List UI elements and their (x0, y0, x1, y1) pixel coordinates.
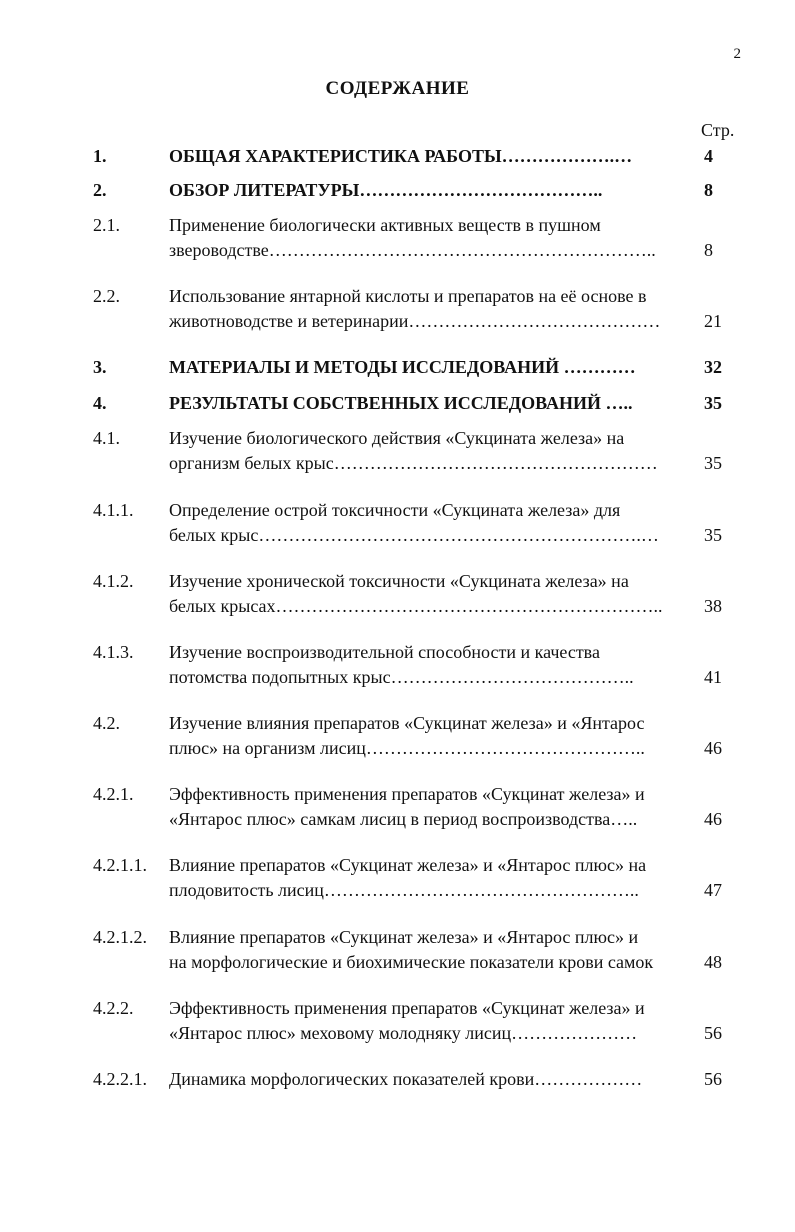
toc-entry-number: 4.2.2. (93, 998, 134, 1018)
toc-entry-title-line: МАТЕРИАЛЫ И МЕТОДЫ ИССЛЕДОВАНИЙ ………… (169, 357, 636, 377)
toc-entry-page: 56 (704, 1023, 722, 1043)
toc-entry-number: 4.2.1.1. (93, 855, 147, 875)
toc-entry-title (169, 284, 689, 334)
toc-entry-title-line: «Янтарос плюс» самкам лисиц в период воспроизводства….. (169, 809, 638, 829)
toc-entry-number: 2. (93, 180, 107, 200)
toc-entry-title-line: животноводстве и ветеринарии…………………………………… (169, 311, 661, 331)
toc-entry-title-line: белых крыс……………………………………………………….… (169, 525, 659, 545)
page-column-header: Стр. (701, 120, 735, 140)
toc-entry-title-line: Использование янтарной кислоты и препаратов на её основе в (169, 286, 647, 306)
toc-entry-number: 4. (93, 393, 107, 413)
toc-entry-title (169, 996, 689, 1046)
toc-entry-number: 2.2. (93, 286, 120, 306)
toc-entry-number: 1. (93, 146, 107, 166)
toc-entry-title-line: Определение острой токсичности «Сукцината железа» для (169, 500, 621, 520)
toc-entry-title (169, 178, 689, 203)
toc-entry-title-line: плюс» на организм лисиц……………………………………….. (169, 738, 645, 758)
toc-entry-title (169, 925, 689, 975)
toc-entry-number: 2.1. (93, 215, 120, 235)
toc-entry-number: 4.2.2.1. (93, 1069, 147, 1089)
toc-entry-title-line: плодовитость лисиц…………………………………………….. (169, 880, 639, 900)
toc-entry-number: 4.2.1.2. (93, 927, 147, 947)
toc-entry-page: 8 (704, 180, 713, 200)
toc-entry-page: 46 (704, 809, 722, 829)
toc-entry-title-line: ОБЩАЯ ХАРАКТЕРИСТИКА РАБОТЫ……………….… (169, 146, 633, 166)
toc-entry-title (169, 391, 689, 416)
toc-entry-number: 3. (93, 357, 107, 377)
toc-entry-title (169, 711, 689, 761)
toc-entry-title (169, 144, 689, 169)
toc-entry-page: 32 (704, 357, 722, 377)
toc-entry-title (169, 569, 689, 619)
toc-entry-number: 4.1.3. (93, 642, 134, 662)
toc-entry-title-line: Эффективность применения препаратов «Сукцинат железа» и (169, 998, 645, 1018)
toc-entry-title-line: Влияние препаратов «Сукцинат железа» и «Янтарос плюс» на (169, 855, 647, 875)
toc-entry-number: 4.2. (93, 713, 120, 733)
toc-entry-page: 35 (704, 525, 722, 545)
toc-entry-title (169, 213, 689, 263)
toc-entry-title-line: Влияние препаратов «Сукцинат железа» и «Янтарос плюс» и (169, 927, 639, 947)
toc-entry-title-line: Применение биологически активных веществ в пушном (169, 215, 601, 235)
toc-entry-page: 41 (704, 667, 722, 687)
page-number: 2 (733, 46, 741, 62)
toc-entry-title-line: на морфологические и биохимические показатели крови самок (169, 952, 654, 972)
toc-entry-title (169, 498, 689, 548)
toc-entry-title-line: Изучение влияния препаратов «Сукцинат железа» и «Янтарос (169, 713, 645, 733)
toc-entry-page: 35 (704, 453, 722, 473)
toc-entry-page: 4 (704, 146, 713, 166)
toc-entry-title-line: потомства подопытных крыс………………………………….. (169, 667, 634, 687)
toc-entry-title-line: Изучение воспроизводительной способности и качества (169, 642, 600, 662)
toc-entry-title-line: Эффективность применения препаратов «Сукцинат железа» и (169, 784, 645, 804)
toc-entry-page: 35 (704, 393, 722, 413)
toc-entry-page: 21 (704, 311, 722, 331)
toc-entry-title (169, 782, 689, 832)
document-title: СОДЕРЖАНИЕ (325, 78, 470, 99)
toc-entry-title-line: звероводстве……………………………………………………….. (169, 240, 656, 260)
toc-entry-title-line: Изучение биологического действия «Сукцината железа» на (169, 428, 625, 448)
toc-entry-title-line: Изучение хронической токсичности «Сукцината железа» на (169, 571, 629, 591)
toc-entry-title-line: белых крысах……………………………………………………….. (169, 596, 663, 616)
toc-entry-page: 47 (704, 880, 722, 900)
toc-entry-title-line: Динамика морфологических показателей крови……………… (169, 1069, 643, 1089)
toc-entry-title (169, 1067, 689, 1092)
toc-entry-title-line: ОБЗОР ЛИТЕРАТУРЫ………………………………….. (169, 180, 603, 200)
toc-entry-page: 8 (704, 240, 713, 260)
toc-entry-page: 46 (704, 738, 722, 758)
toc-entry-title (169, 355, 689, 380)
toc-entry-page: 38 (704, 596, 722, 616)
toc-entry-number: 4.1.2. (93, 571, 134, 591)
toc-entry-title (169, 640, 689, 690)
toc-entry-title-line: «Янтарос плюс» меховому молодняку лисиц………………… (169, 1023, 638, 1043)
toc-entry-title-line: организм белых крыс……………………………………………… (169, 453, 658, 473)
toc-entry-page: 48 (704, 952, 722, 972)
toc-entry-number: 4.1. (93, 428, 120, 448)
toc-entry-title-line: РЕЗУЛЬТАТЫ СОБСТВЕННЫХ ИССЛЕДОВАНИЙ ….. (169, 393, 633, 413)
toc-entry-title (169, 426, 689, 476)
toc-entry-number: 4.2.1. (93, 784, 134, 804)
toc-entry-page: 56 (704, 1069, 722, 1089)
toc-entry-number: 4.1.1. (93, 500, 134, 520)
toc-entry-title (169, 853, 689, 903)
